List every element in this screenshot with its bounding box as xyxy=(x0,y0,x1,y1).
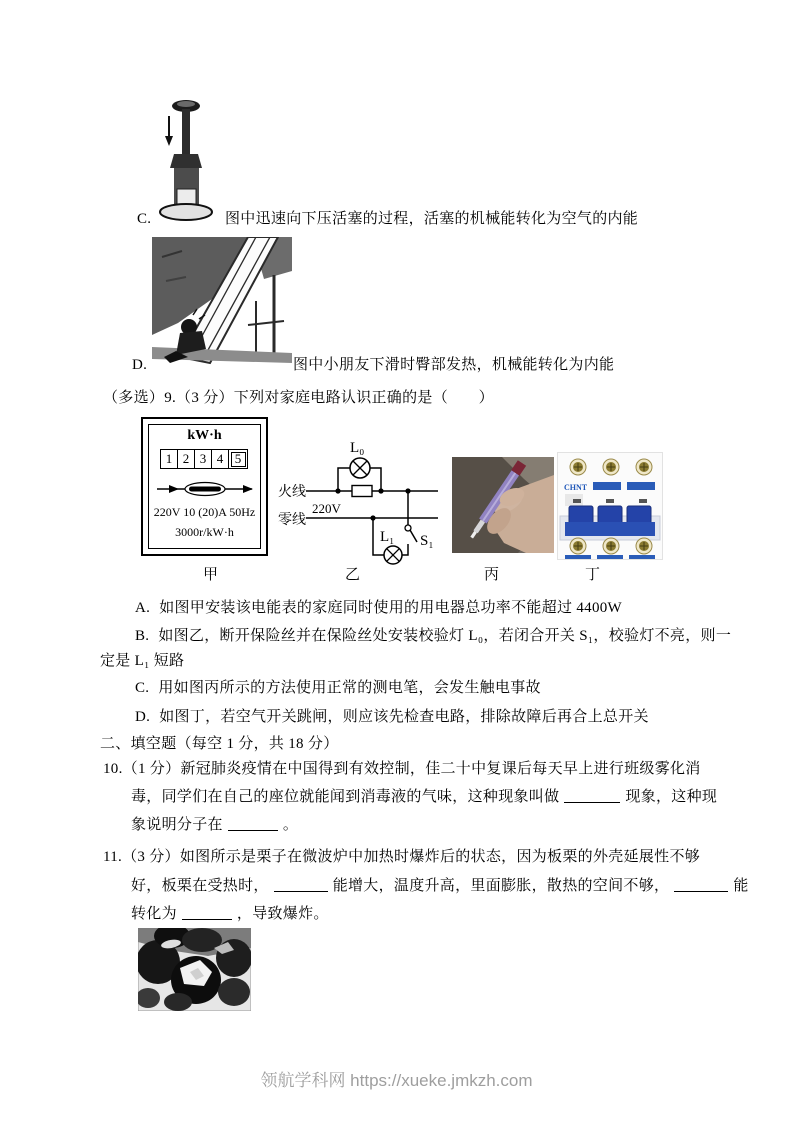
meter-digit: 4 xyxy=(211,449,229,469)
meter-digit-decimal: 5 xyxy=(228,449,248,469)
q8-option-c-text: 图中迅速向下压活塞的过程，活塞的机械能转化为空气的内能 xyxy=(225,211,639,227)
figure-caption-jia: 甲 xyxy=(203,567,219,583)
circuit-breaker-photo xyxy=(557,452,663,560)
live-wire-label: 火线 xyxy=(278,485,306,500)
q9-option-c: C. 用如图丙所示的方法使用正常的测电笔，会发生触电事故 xyxy=(135,680,541,696)
figure-caption-yi: 乙 xyxy=(345,567,361,583)
chestnut-photo xyxy=(138,928,251,1011)
option-letter: A. xyxy=(135,600,151,616)
q9-option-b-line2: 定是 L₁ 短路 xyxy=(100,653,185,669)
breaker-screws-bottom xyxy=(570,538,652,554)
circuit-diagram-figure xyxy=(276,428,444,578)
option-letter: C. xyxy=(135,680,150,696)
option-letter: D. xyxy=(135,709,151,725)
breaker-screws-top xyxy=(570,459,652,475)
q11-line3: 转化为 ，导致爆炸。 xyxy=(131,906,329,922)
answer-blank xyxy=(182,906,232,920)
option-letter: C. xyxy=(137,211,152,227)
meter-digit: 2 xyxy=(177,449,195,469)
lamp-l0-label: L₀ xyxy=(350,440,365,456)
meter-inner-frame xyxy=(148,424,261,549)
meter-unit-label: kW·h xyxy=(187,428,222,443)
q11-line1: 11.（3 分）如图所示是栗子在微波炉中加热时爆炸后的状态，因为板栗的外壳延展性不够 xyxy=(103,849,701,865)
slide-figure xyxy=(152,237,292,370)
q9-option-b-line1: B. 如图乙，断开保险丝并在保险丝处安装校验灯 L₀，若闭合开关 S₁，校验灯不亮，则一 xyxy=(135,628,732,644)
meter-digit: 3 xyxy=(194,449,212,469)
q10-line3: 象说明分子在 。 xyxy=(131,817,299,833)
option-letter: D. xyxy=(132,357,148,373)
answer-blank xyxy=(274,878,328,892)
q10-line1: 10.（1 分）新冠肺炎疫情在中国得到有效控制，佳二十中复课后每天早上进行班级雾化消 xyxy=(103,761,701,777)
option-letter: B. xyxy=(135,628,150,644)
meter-rate-text: 3000r/kW·h xyxy=(175,525,234,539)
voltage-label: 220V xyxy=(312,501,341,516)
q9-option-d: D. 如图丁，若空气开关跳闸，则应该先检查电路，排除故障后再合上总开关 xyxy=(135,709,649,725)
meter-disc-icon xyxy=(149,481,260,497)
meter-digit: 1 xyxy=(160,449,178,469)
answer-blank xyxy=(228,817,278,831)
q8-option-c-row xyxy=(137,210,160,229)
test-pencil-photo xyxy=(452,457,554,553)
q11-line2: 好，板栗在受热时， 能增大，温度升高，里面膨胀，散热的空间不够， 能 xyxy=(131,878,749,894)
site-watermark: 领航学科网 https://xueke.jmkzh.com xyxy=(260,1071,533,1090)
answer-blank xyxy=(674,878,728,892)
neutral-wire-label: 零线 xyxy=(278,513,306,528)
q8-option-d-row xyxy=(132,356,156,375)
breaker-brand-label: CHNT xyxy=(564,483,588,492)
answer-blank xyxy=(564,789,620,803)
electric-meter-figure xyxy=(141,417,268,556)
q8-option-d-text: 图中小朋友下滑时臀部发热，机械能转化为内能 xyxy=(293,357,615,373)
figure-caption-ding: 丁 xyxy=(585,567,601,583)
q10-line2: 毒，同学们在自己的座位就能闻到消毒液的气味，这种现象叫做 现象，这种现 xyxy=(131,789,718,805)
switch-s1-label: S₁ xyxy=(420,533,434,549)
meter-spec-text: 220V 10 (20)A 50Hz xyxy=(153,505,256,519)
q9-option-a: A. 如图甲安装该电能表的家庭同时使用的用电器总功率不能超过 4400W xyxy=(135,600,622,616)
lamp-l1-label: L₁ xyxy=(380,529,395,545)
meter-digit-register xyxy=(149,449,260,469)
syringe-figure xyxy=(158,96,216,226)
q9-stem: （多选）9.（3 分）下列对家庭电路认识正确的是（ ） xyxy=(103,390,494,406)
section2-heading: 二、填空题（每空 1 分，共 18 分） xyxy=(100,736,339,752)
figure-caption-bing: 丙 xyxy=(484,567,500,583)
